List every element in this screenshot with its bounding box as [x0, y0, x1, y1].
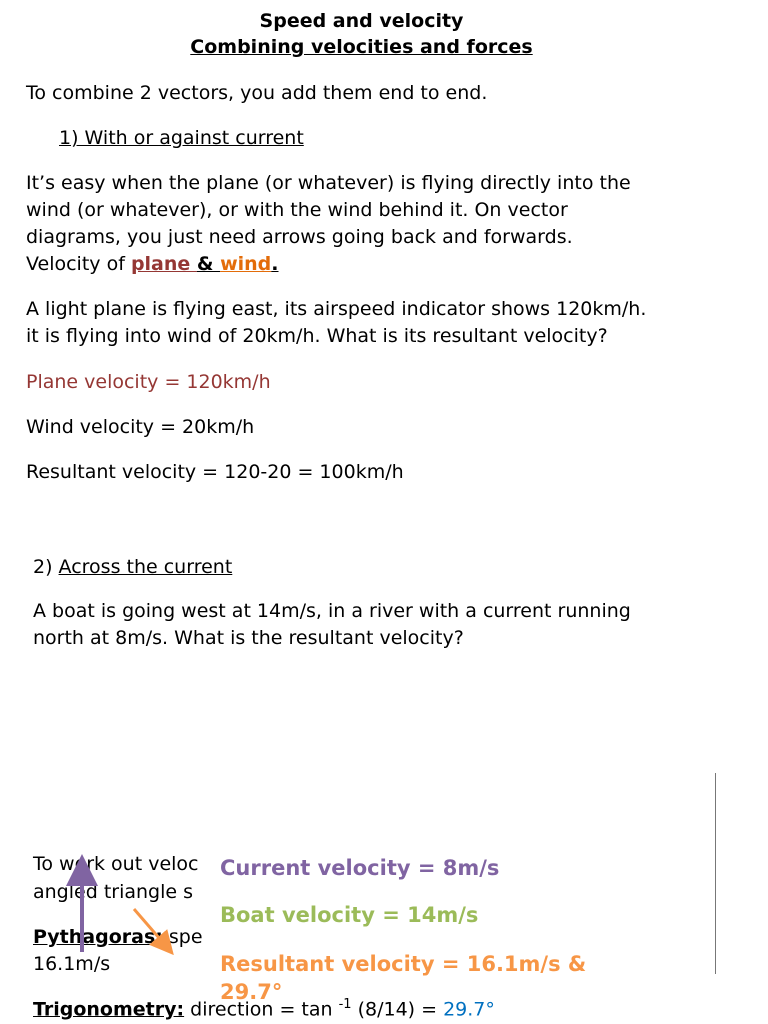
resultant-arrow — [134, 909, 166, 946]
page-title: Speed and velocity — [259, 10, 464, 32]
work-out-text: To work out veloc — [33, 853, 199, 875]
trigonometry-label: Trigonometry: — [33, 998, 185, 1021]
resultant-velocity-label: Resultant velocity = 16.1m/s & — [220, 952, 587, 976]
velocity-of-prefix: Velocity of — [26, 253, 131, 275]
section1-para-line: It’s easy when the plane (or whatever) is flying directly into the — [26, 172, 631, 194]
angle-value: 29.7° — [443, 998, 495, 1021]
pythagoras-label: Pythagoras: — [33, 926, 163, 948]
plane-question-line: it is flying into wind of 20km/h. What is its resultant velocity? — [26, 325, 608, 347]
trigonometry-text: direction = tan — [184, 998, 339, 1021]
pythagoras-result: 16.1m/s — [33, 953, 111, 975]
ampersand: & — [196, 253, 221, 275]
section1-para-line: wind (or whatever), or with the wind behind it. On vector — [26, 199, 568, 221]
section2-number: 2) — [33, 556, 59, 578]
period: . — [271, 253, 279, 275]
wind-velocity-text: Wind velocity = 20km/h — [26, 416, 255, 438]
divider-line — [715, 773, 716, 974]
section1-heading: 1) With or against current — [59, 127, 304, 149]
section1-para-line: diagrams, you just need arrows going back and forwards. — [26, 226, 573, 248]
angled-triangle-text: angled triangle s — [33, 881, 194, 903]
boat-velocity-label: Boat velocity = 14m/s — [220, 903, 479, 927]
plane-word: plane — [130, 253, 197, 275]
section2-heading-text: Across the current — [58, 556, 233, 578]
plane-question-line: A light plane is flying east, its airspeed indicator shows 120km/h. — [26, 298, 647, 320]
boat-question-line: north at 8m/s. What is the resultant velocity? — [33, 627, 464, 649]
boat-question-line: A boat is going west at 14m/s, in a river with a current running — [33, 600, 631, 622]
current-velocity-label: Current velocity = 8m/s — [220, 856, 500, 880]
pythagoras-text: spe — [162, 926, 203, 948]
intro-text: To combine 2 vectors, you add them end to end. — [26, 82, 488, 104]
page-subtitle: Combining velocities and forces — [190, 36, 533, 58]
resultant-angle-label: 29.7° — [220, 980, 283, 1004]
trigonometry-args: (8/14) = — [351, 998, 444, 1021]
inverse-superscript: -1 — [338, 997, 352, 1012]
wind-word: wind — [220, 253, 272, 275]
resultant-velocity-text: Resultant velocity = 120-20 = 100km/h — [26, 461, 404, 483]
plane-velocity-text: Plane velocity = 120km/h — [26, 371, 271, 393]
